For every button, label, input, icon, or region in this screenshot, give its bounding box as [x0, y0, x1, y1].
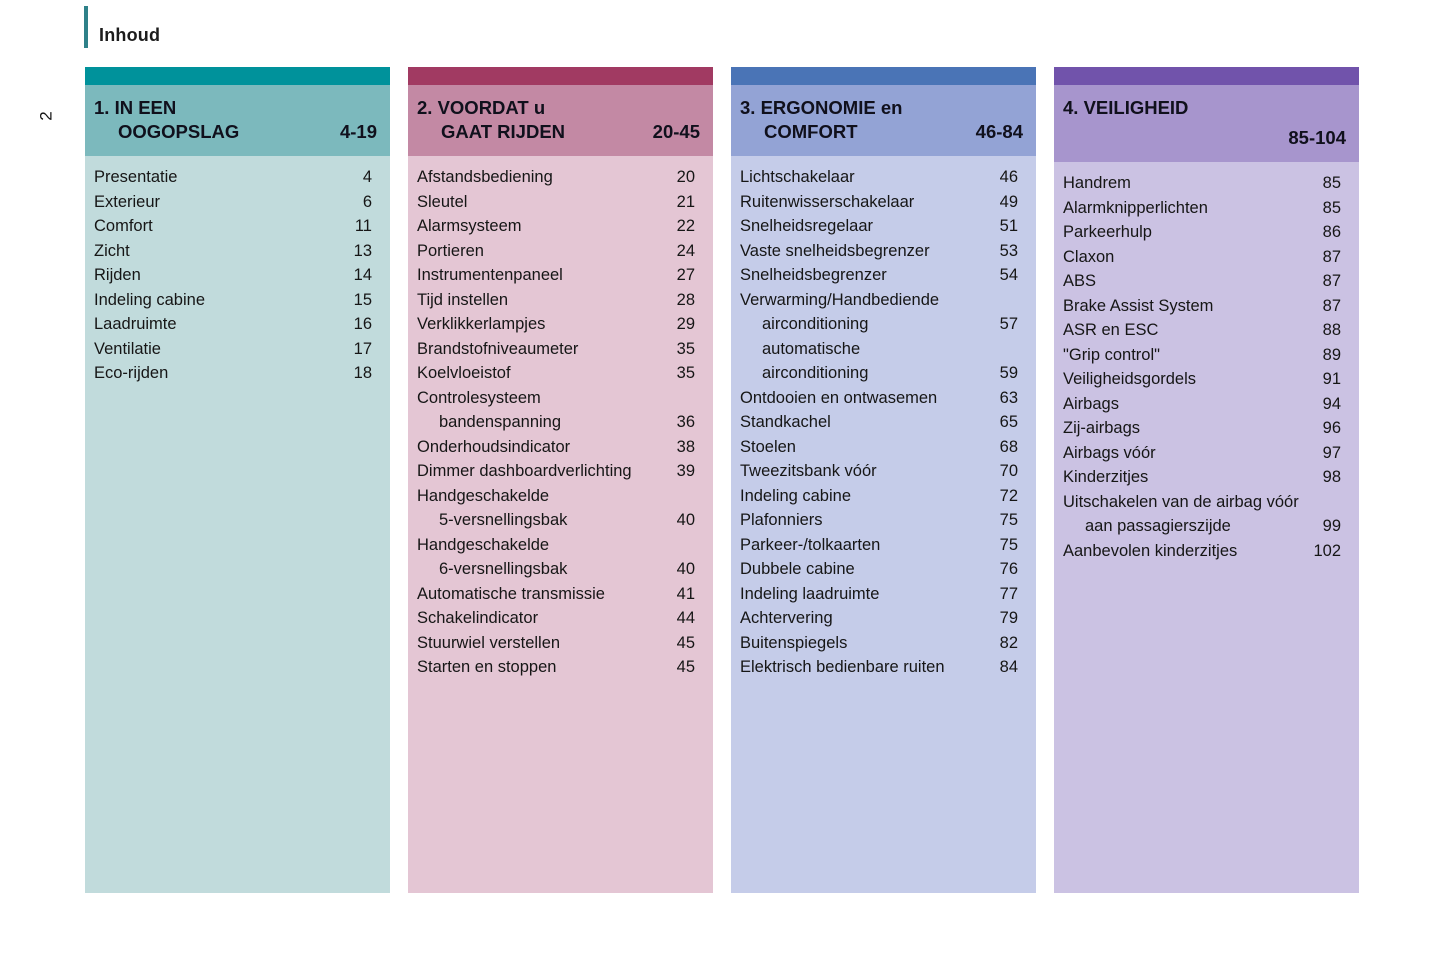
toc-entry-label: automatische [762, 339, 861, 358]
toc-entry [85, 165, 390, 190]
toc-entry-page: 40 [676, 511, 695, 529]
toc-entry [408, 655, 713, 680]
toc-entry-page: 88 [1322, 321, 1341, 339]
toc-entry [731, 190, 1036, 215]
toc-entry-page: 49 [999, 192, 1018, 211]
toc-column-4 [1054, 67, 1359, 893]
toc-entry-page: 79 [999, 609, 1018, 627]
toc-entry-label: Tweezitsbank vóór [740, 462, 877, 480]
toc-entry-page: 11 [354, 217, 372, 235]
toc-entry-page: 68 [999, 437, 1018, 456]
column-title-line2-row [740, 120, 1023, 144]
toc-entry-label: Zicht [94, 241, 130, 260]
toc-entry-label: airconditioning [762, 315, 869, 333]
toc-entry-label: Veiligheidsgordels [1063, 370, 1197, 388]
column-header [408, 85, 713, 156]
column-entries [85, 156, 390, 893]
toc-entry [731, 410, 1036, 435]
toc-entry-label: Alarmknipperlichten [1063, 198, 1208, 217]
column-accent-bar [408, 67, 713, 85]
side-page-number: 2 [36, 111, 56, 121]
toc-entry [408, 557, 713, 582]
toc-columns [85, 67, 1359, 893]
toc-entry-label: Parkeer-/tolkaarten [740, 535, 881, 554]
toc-entry [408, 533, 713, 558]
toc-column-3 [731, 67, 1036, 893]
toc-entry-label: Snelheidsbegrenzer [740, 266, 887, 284]
toc-entry-page: 28 [676, 290, 695, 309]
toc-entry-label: Controlesysteem [417, 388, 541, 407]
toc-entry-page: 4 [362, 168, 372, 186]
toc-entry-label: Koelvloeistof [417, 364, 511, 382]
toc-entry [408, 508, 713, 533]
toc-entry [1054, 514, 1359, 539]
toc-entry [1054, 171, 1359, 196]
toc-entry-page: 76 [999, 560, 1018, 578]
toc-entry-page: 63 [999, 388, 1018, 407]
toc-entry [85, 288, 390, 313]
toc-entry [731, 582, 1036, 607]
column-title-line2 [1063, 120, 1087, 144]
toc-entry [731, 263, 1036, 288]
toc-entry-label: Automatische transmissie [417, 584, 605, 603]
toc-entry-page: 24 [676, 241, 695, 260]
toc-entry-page: 77 [999, 584, 1018, 603]
toc-entry-page: 51 [999, 217, 1018, 235]
toc-entry-page: 91 [1322, 370, 1341, 388]
toc-entry-page: 59 [999, 364, 1018, 382]
toc-entry [731, 655, 1036, 680]
toc-entry-page: 85 [1322, 174, 1341, 192]
toc-entry-page: 36 [676, 413, 695, 431]
toc-entry [1054, 343, 1359, 368]
column-accent-bar [1054, 67, 1359, 85]
toc-entry-page: 38 [676, 437, 695, 456]
toc-entry-label: Airbags vóór [1063, 443, 1156, 462]
toc-entry-label: ASR en ESC [1063, 321, 1159, 339]
toc-entry-label: Verklikkerlampjes [417, 315, 546, 333]
toc-entry-page: 94 [1322, 394, 1341, 413]
column-title-line2-row [1063, 120, 1346, 150]
toc-entry [731, 214, 1036, 239]
toc-entry [408, 190, 713, 215]
toc-entry [408, 361, 713, 386]
toc-entry [1054, 245, 1359, 270]
toc-entry [408, 435, 713, 460]
toc-entry-page: 16 [353, 315, 372, 333]
toc-entry [408, 312, 713, 337]
toc-entry [1054, 367, 1359, 392]
toc-entry [731, 165, 1036, 190]
toc-entry [408, 263, 713, 288]
toc-entry [1054, 220, 1359, 245]
toc-entry-page: 75 [999, 535, 1018, 554]
column-title-line2: COMFORT [764, 121, 858, 142]
toc-entry-page: 82 [999, 633, 1018, 652]
toc-entry-label: Vaste snelheidsbegrenzer [740, 241, 930, 260]
toc-entry [1054, 441, 1359, 466]
toc-entry-label: Handgeschakelde [417, 535, 550, 554]
column-header [731, 85, 1036, 156]
toc-entry-page: 45 [676, 658, 695, 676]
toc-entry-label: Handrem [1063, 174, 1131, 192]
toc-entry-page: 15 [353, 290, 372, 309]
toc-entry-label: Aanbevolen kinderzitjes [1063, 541, 1238, 560]
toc-entry-label: Starten en stoppen [417, 658, 557, 676]
toc-entry-page: 87 [1322, 272, 1341, 290]
toc-entry [731, 386, 1036, 411]
toc-entry-label: "Grip control" [1063, 345, 1160, 364]
toc-entry [731, 435, 1036, 460]
toc-entry-label: Presentatie [94, 168, 178, 186]
toc-entry-label: Brake Assist System [1063, 296, 1214, 315]
column-page-range: 4-19 [339, 121, 377, 142]
toc-entry [731, 239, 1036, 264]
column-title-line1: 1. IN EEN [94, 97, 177, 118]
toc-entry-page: 54 [999, 266, 1018, 284]
toc-entry [408, 631, 713, 656]
toc-entry [731, 361, 1036, 386]
toc-entry-page: 70 [999, 462, 1018, 480]
toc-entry [1054, 539, 1359, 564]
toc-entry-page: 96 [1322, 419, 1341, 437]
toc-entry-label: Afstandsbediening [417, 168, 553, 186]
toc-entry [731, 557, 1036, 582]
toc-entry-label: Instrumentenpaneel [417, 266, 563, 284]
toc-entry-label: Buitenspiegels [740, 633, 848, 652]
toc-entry-page: 27 [676, 266, 695, 284]
toc-entry-label: Handgeschakelde [417, 486, 550, 505]
toc-entry [85, 361, 390, 386]
toc-entry [408, 410, 713, 435]
toc-entry-label: Uitschakelen van de airbag vóór [1063, 492, 1299, 511]
toc-entry-label: Indeling cabine [94, 290, 206, 309]
toc-entry-page: 6 [362, 192, 372, 211]
toc-entry [1054, 392, 1359, 417]
column-accent-bar [731, 67, 1036, 85]
toc-entry-label: Snelheidsregelaar [740, 217, 874, 235]
toc-entry-label: Schakelindicator [417, 609, 539, 627]
column-entries [408, 156, 713, 893]
toc-entry-label: Dimmer dashboardverlichting [417, 462, 632, 480]
toc-entry [408, 337, 713, 362]
toc-entry [408, 214, 713, 239]
toc-entry-page: 35 [676, 364, 695, 382]
toc-entry [85, 190, 390, 215]
toc-entry-label: Alarmsysteem [417, 217, 522, 235]
toc-entry [408, 239, 713, 264]
document-header [84, 6, 160, 48]
toc-entry [731, 459, 1036, 484]
toc-entry-label: Ruitenwisserschakelaar [740, 192, 915, 211]
toc-entry [731, 337, 1036, 362]
column-header [1054, 85, 1359, 162]
toc-entry [408, 165, 713, 190]
toc-entry-page: 21 [676, 192, 695, 211]
toc-entry-page: 86 [1322, 223, 1341, 241]
column-entries [731, 156, 1036, 893]
toc-entry-label: Tijd instellen [417, 290, 509, 309]
toc-entry [1054, 465, 1359, 490]
toc-entry [408, 582, 713, 607]
toc-entry-label: Comfort [94, 217, 153, 235]
column-header [85, 85, 390, 156]
toc-entry-page: 57 [999, 315, 1018, 333]
toc-entry-page: 75 [999, 511, 1018, 529]
toc-entry-page: 89 [1322, 345, 1341, 364]
toc-entry [1054, 490, 1359, 515]
column-title-line2: OOGOPSLAG [118, 121, 240, 142]
toc-entry-page: 72 [999, 486, 1018, 505]
toc-entry-page: 65 [999, 413, 1018, 431]
column-page-range: 20-45 [652, 121, 700, 142]
toc-entry-label: Exterieur [94, 192, 161, 211]
toc-entry-label: Rijden [94, 266, 141, 284]
column-title-line2-row [94, 120, 377, 144]
toc-entry-label: Eco-rijden [94, 364, 169, 382]
toc-entry [731, 533, 1036, 558]
toc-entry [731, 312, 1036, 337]
toc-entry-label: 5-versnellingsbak [439, 511, 568, 529]
toc-entry-page: 18 [353, 364, 372, 382]
toc-entry-label: Indeling cabine [740, 486, 852, 505]
toc-entry-page: 46 [999, 168, 1018, 186]
toc-entry [1054, 294, 1359, 319]
toc-entry-label: Brandstofniveaumeter [417, 339, 579, 358]
toc-entry-label: Achtervering [740, 609, 833, 627]
column-title-line2: GAAT RIJDEN [441, 121, 566, 142]
toc-entry-page: 53 [999, 241, 1018, 260]
toc-entry-page: 35 [676, 339, 695, 358]
toc-entry-page: 17 [353, 339, 372, 358]
toc-entry-page: 84 [999, 658, 1018, 676]
column-page-range: 46-84 [975, 121, 1023, 142]
toc-entry-label: Ventilatie [94, 339, 161, 358]
toc-entry [1054, 269, 1359, 294]
toc-entry-label: ABS [1063, 272, 1097, 290]
toc-entry [1054, 318, 1359, 343]
toc-entry-label: Portieren [417, 241, 484, 260]
toc-entry [731, 288, 1036, 313]
toc-entry-page: 20 [676, 168, 695, 186]
toc-entry-label: Laadruimte [94, 315, 177, 333]
toc-entry-page: 87 [1322, 247, 1341, 266]
toc-column-2 [408, 67, 713, 893]
column-title-line2-row [417, 120, 700, 144]
toc-entry [408, 459, 713, 484]
toc-entry-page: 40 [676, 560, 695, 578]
toc-entry [731, 631, 1036, 656]
toc-entry [85, 214, 390, 239]
toc-entry-page: 85 [1322, 198, 1341, 217]
column-title-line1: 3. ERGONOMIE en [740, 97, 903, 118]
toc-entry-label: Standkachel [740, 413, 831, 431]
toc-entry-label: Dubbele cabine [740, 560, 855, 578]
toc-entry [1054, 416, 1359, 441]
toc-entry-label: Ontdooien en ontwasemen [740, 388, 938, 407]
column-title-line1: 2. VOORDAT u [417, 97, 546, 118]
title-accent-bar [84, 6, 88, 48]
toc-entry-label: 6-versnellingsbak [439, 560, 568, 578]
column-accent-bar [85, 67, 390, 85]
toc-entry-page: 45 [676, 633, 695, 652]
toc-entry [408, 386, 713, 411]
toc-entry [85, 312, 390, 337]
column-entries [1054, 162, 1359, 893]
toc-entry [731, 508, 1036, 533]
toc-entry-label: Stoelen [740, 437, 796, 456]
toc-entry-page: 22 [676, 217, 695, 235]
toc-entry-label: airconditioning [762, 364, 869, 382]
toc-entry [408, 606, 713, 631]
toc-entry [731, 606, 1036, 631]
toc-entry [85, 263, 390, 288]
toc-entry-page: 98 [1322, 468, 1341, 486]
toc-entry-page: 102 [1313, 541, 1341, 560]
toc-entry-page: 39 [676, 462, 695, 480]
toc-entry-page: 41 [676, 584, 695, 603]
toc-entry-label: aan passagierszijde [1085, 517, 1231, 535]
toc-entry-page: 29 [676, 315, 695, 333]
toc-entry [85, 337, 390, 362]
toc-entry [1054, 196, 1359, 221]
column-page-range: 85-104 [1288, 127, 1346, 148]
toc-entry-page: 97 [1322, 443, 1341, 462]
toc-entry-label: Plafonniers [740, 511, 823, 529]
toc-entry-label: Zij-airbags [1063, 419, 1141, 437]
toc-entry [408, 484, 713, 509]
toc-entry-page: 13 [353, 241, 372, 260]
toc-entry-label: Indeling laadruimte [740, 584, 880, 603]
toc-entry-label: Kinderzitjes [1063, 468, 1149, 486]
toc-entry-label: Verwarming/Handbediende [740, 290, 940, 309]
toc-entry-page: 44 [676, 609, 695, 627]
toc-entry-label: Onderhoudsindicator [417, 437, 571, 456]
column-title-line1: 4. VEILIGHEID [1063, 97, 1189, 118]
toc-entry [731, 484, 1036, 509]
toc-entry-label: Stuurwiel verstellen [417, 633, 561, 652]
toc-column-1 [85, 67, 390, 893]
toc-entry-label: Parkeerhulp [1063, 223, 1152, 241]
toc-entry [408, 288, 713, 313]
toc-entry-label: Claxon [1063, 247, 1115, 266]
toc-entry-label: Lichtschakelaar [740, 168, 855, 186]
toc-entry-label: Sleutel [417, 192, 468, 211]
toc-entry [85, 239, 390, 264]
toc-entry-page: 99 [1322, 517, 1341, 535]
toc-entry-label: Elektrisch bedienbare ruiten [740, 658, 945, 676]
toc-entry-page: 87 [1322, 296, 1341, 315]
toc-entry-label: bandenspanning [439, 413, 562, 431]
page-title: Inhoud [99, 25, 161, 45]
toc-entry-page: 14 [353, 266, 372, 284]
toc-entry-label: Airbags [1063, 394, 1119, 413]
